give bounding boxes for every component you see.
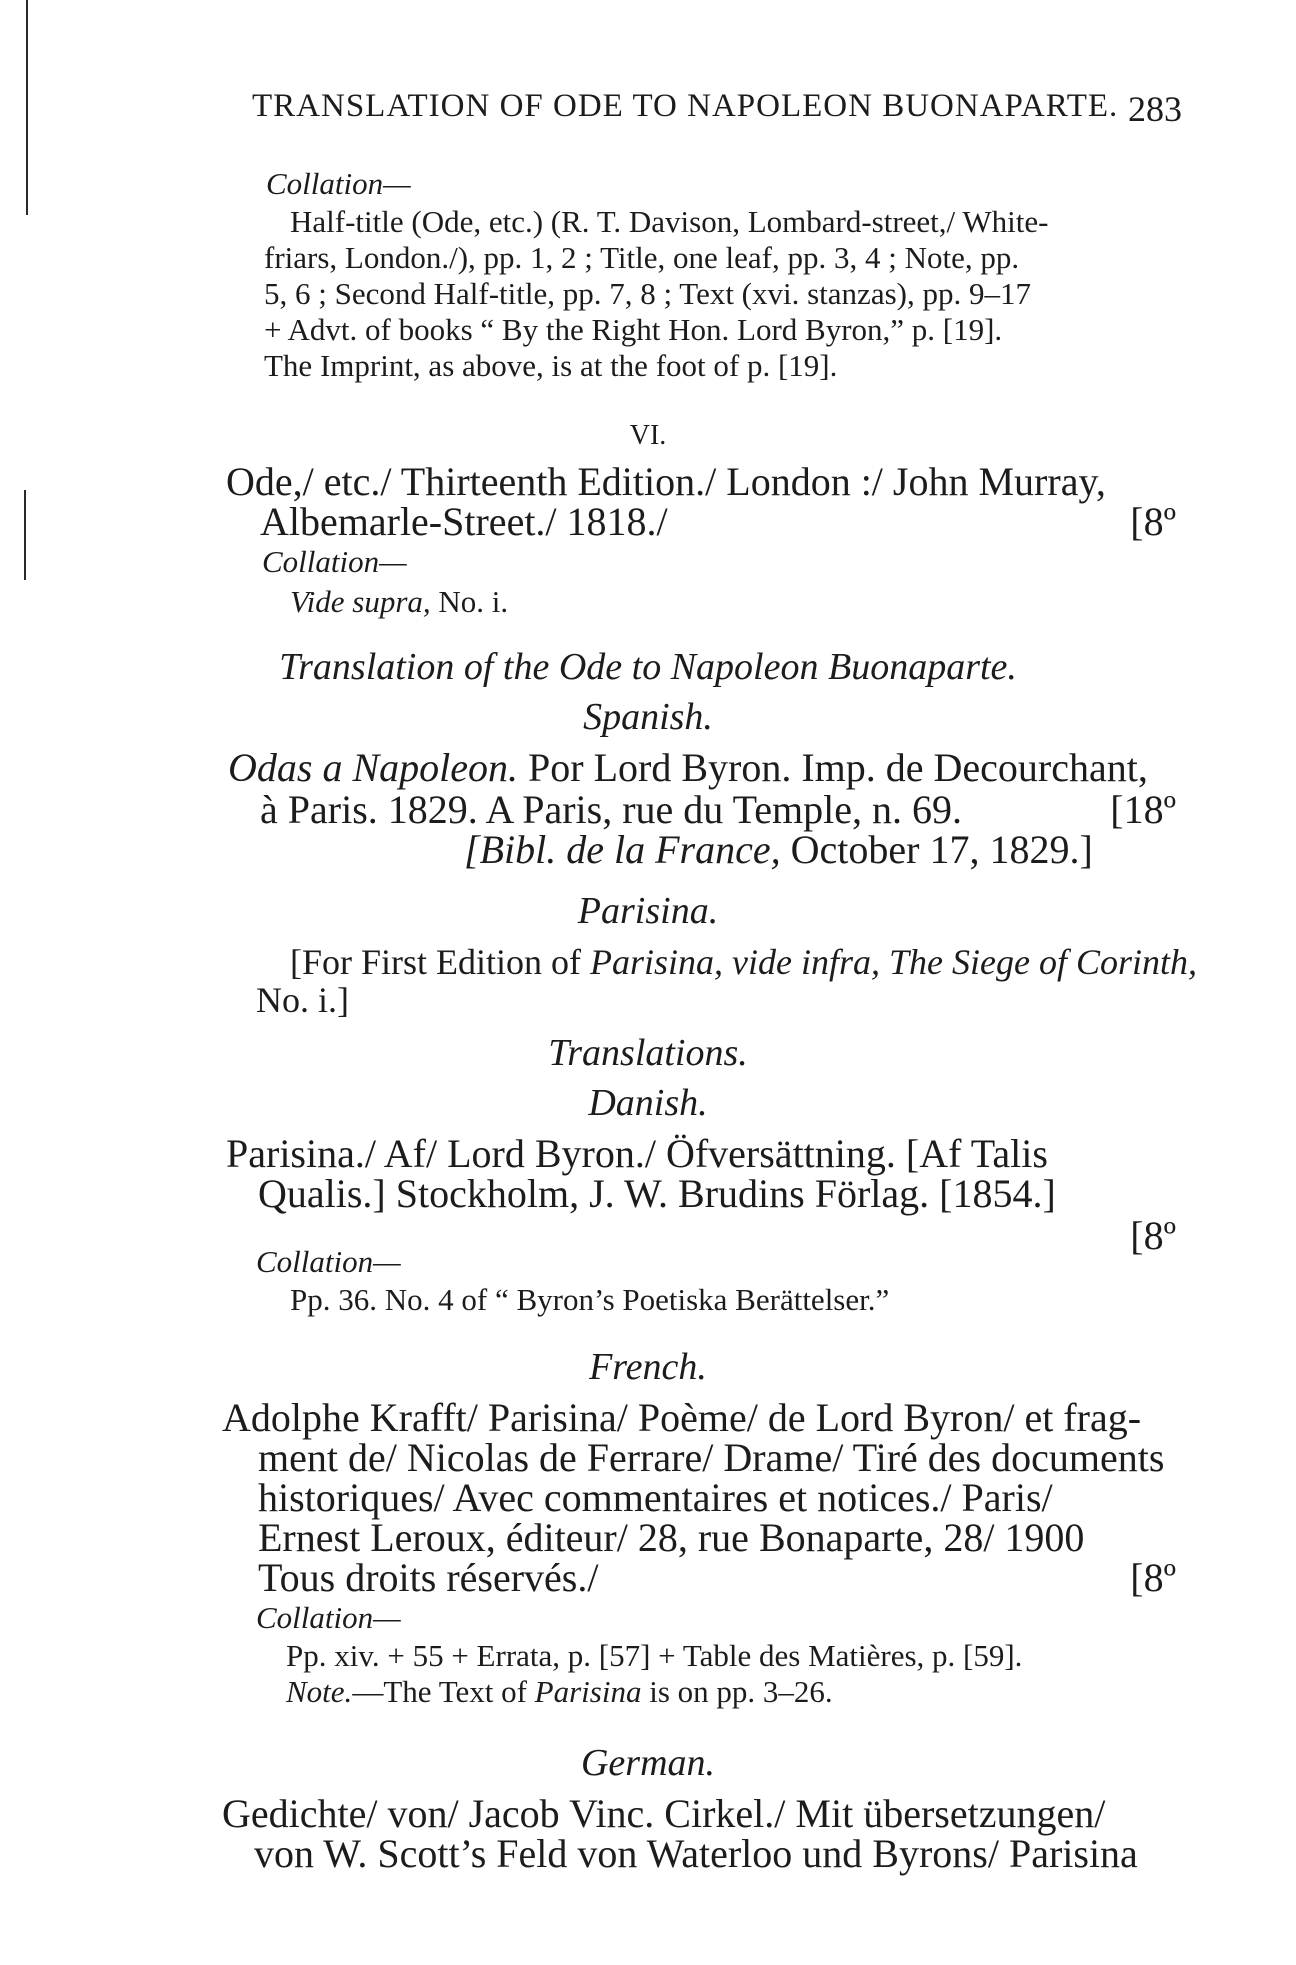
format-mark: [8º xyxy=(1130,499,1176,544)
entry-title-line: Tous droits réservés./ xyxy=(258,1555,599,1600)
collation-label: Collation— xyxy=(266,166,411,201)
running-header xyxy=(252,88,1182,129)
entry-title-line: Albemarle-Street./ 1818./ xyxy=(260,499,668,544)
page-number: 283 xyxy=(1128,89,1182,129)
entry-title-line: Gedichte/ von/ Jacob Vinc. Cirkel./ Mit übersetzungen/ xyxy=(222,1791,1106,1836)
bibliographic-ref xyxy=(464,828,1093,872)
language-heading: French. xyxy=(589,1346,707,1388)
note-line xyxy=(286,1674,833,1710)
collation-ref: No. i. xyxy=(438,584,509,619)
section-heading: Parisina. xyxy=(577,890,719,932)
note-line: No. i.] xyxy=(256,980,349,1020)
format-mark: [8º xyxy=(1130,1555,1176,1600)
note-line xyxy=(290,942,1197,982)
translation-title: Odas a Napoleon. xyxy=(228,745,518,790)
note-italic: Parisina xyxy=(534,1674,642,1709)
language-heading: Danish. xyxy=(588,1082,708,1124)
entry-details: Por Lord Byron. Imp. de Decourchant, xyxy=(528,745,1148,790)
note-text: —The Text of xyxy=(352,1674,527,1709)
entry-title-line xyxy=(228,746,1148,790)
note-label: Note. xyxy=(286,1674,353,1709)
entry-title-line: Parisina./ Af/ Lord Byron./ Öfversättning. [Af Talis xyxy=(226,1131,1048,1176)
entry-title-line: Qualis.] Stockholm, J. W. Brudins Förlag. [1854.] xyxy=(258,1171,1056,1216)
note-italic: Parisina, vide infra, The Siege of Corinth, xyxy=(590,942,1197,982)
entry-title-line: ment de/ Nicolas de Ferrare/ Drame/ Tiré des documents xyxy=(258,1435,1165,1480)
format-mark: [8º xyxy=(1130,1213,1176,1258)
section-heading: Translation of the Ode to Napoleon Buonaparte. xyxy=(279,646,1017,688)
entry-title-line: von W. Scott’s Feld von Waterloo und Byrons/ Parisina xyxy=(254,1831,1138,1876)
collation-line: 5, 6 ; Second Half-title, pp. 7, 8 ; Text (xvi. stanzas), pp. 9–17 xyxy=(264,276,1031,311)
collation-text xyxy=(290,584,508,620)
language-heading: German. xyxy=(580,1742,716,1784)
collation-line: The Imprint, as above, is at the foot of p. [19]. xyxy=(264,348,838,383)
scan-edge-line xyxy=(24,490,26,580)
collation-text: Pp. 36. No. 4 of “ Byron’s Poetiska Berättelser.” xyxy=(290,1282,890,1317)
collation-label: Collation— xyxy=(256,1600,401,1635)
collation-line: + Advt. of books “ By the Right Hon. Lord Byron,” p. [19]. xyxy=(264,312,1003,347)
collation-line: Half-title (Ode, etc.) (R. T. Davison, Lombard-street,/ White- xyxy=(290,204,1049,239)
collation-text: Pp. xiv. + 55 + Errata, p. [57] + Table des Matières, p. [59]. xyxy=(286,1638,1023,1673)
note-end: is on pp. 3–26. xyxy=(649,1674,833,1709)
bibl-de-la-france: [Bibl. de la France, xyxy=(464,827,781,872)
scan-edge-line xyxy=(26,0,28,215)
language-heading: Spanish. xyxy=(583,696,713,738)
collation-line: friars, London./), pp. 1, 2 ; Title, one leaf, pp. 3, 4 ; Note, pp. xyxy=(264,240,1020,275)
running-title: TRANSLATION OF ODE TO NAPOLEON BUONAPARTE. xyxy=(252,88,1119,124)
collation-label: Collation— xyxy=(262,544,407,579)
entry-title-line: Ernest Leroux, éditeur/ 28, rue Bonaparte, 28/ 1900 xyxy=(258,1515,1085,1560)
entry-title-line: historiques/ Avec commentaires et notices./ Paris/ xyxy=(258,1475,1053,1520)
entry-title-line: Adolphe Krafft/ Parisina/ Poème/ de Lord Byron/ et frag- xyxy=(222,1395,1142,1440)
vide-supra: Vide supra, xyxy=(290,584,431,619)
entry-number: VI. xyxy=(629,420,667,451)
entry-title-line: Ode,/ etc./ Thirteenth Edition./ London :/ John Murray, xyxy=(226,459,1106,504)
note-text: [For First Edition of xyxy=(290,942,582,982)
entry-title-line: à Paris. 1829. A Paris, rue du Temple, n. 69. xyxy=(260,787,962,832)
section-heading: Translations. xyxy=(548,1032,748,1074)
bibl-date: October 17, 1829.] xyxy=(790,827,1093,872)
collation-label: Collation— xyxy=(256,1244,401,1279)
format-mark: [18º xyxy=(1110,787,1176,832)
